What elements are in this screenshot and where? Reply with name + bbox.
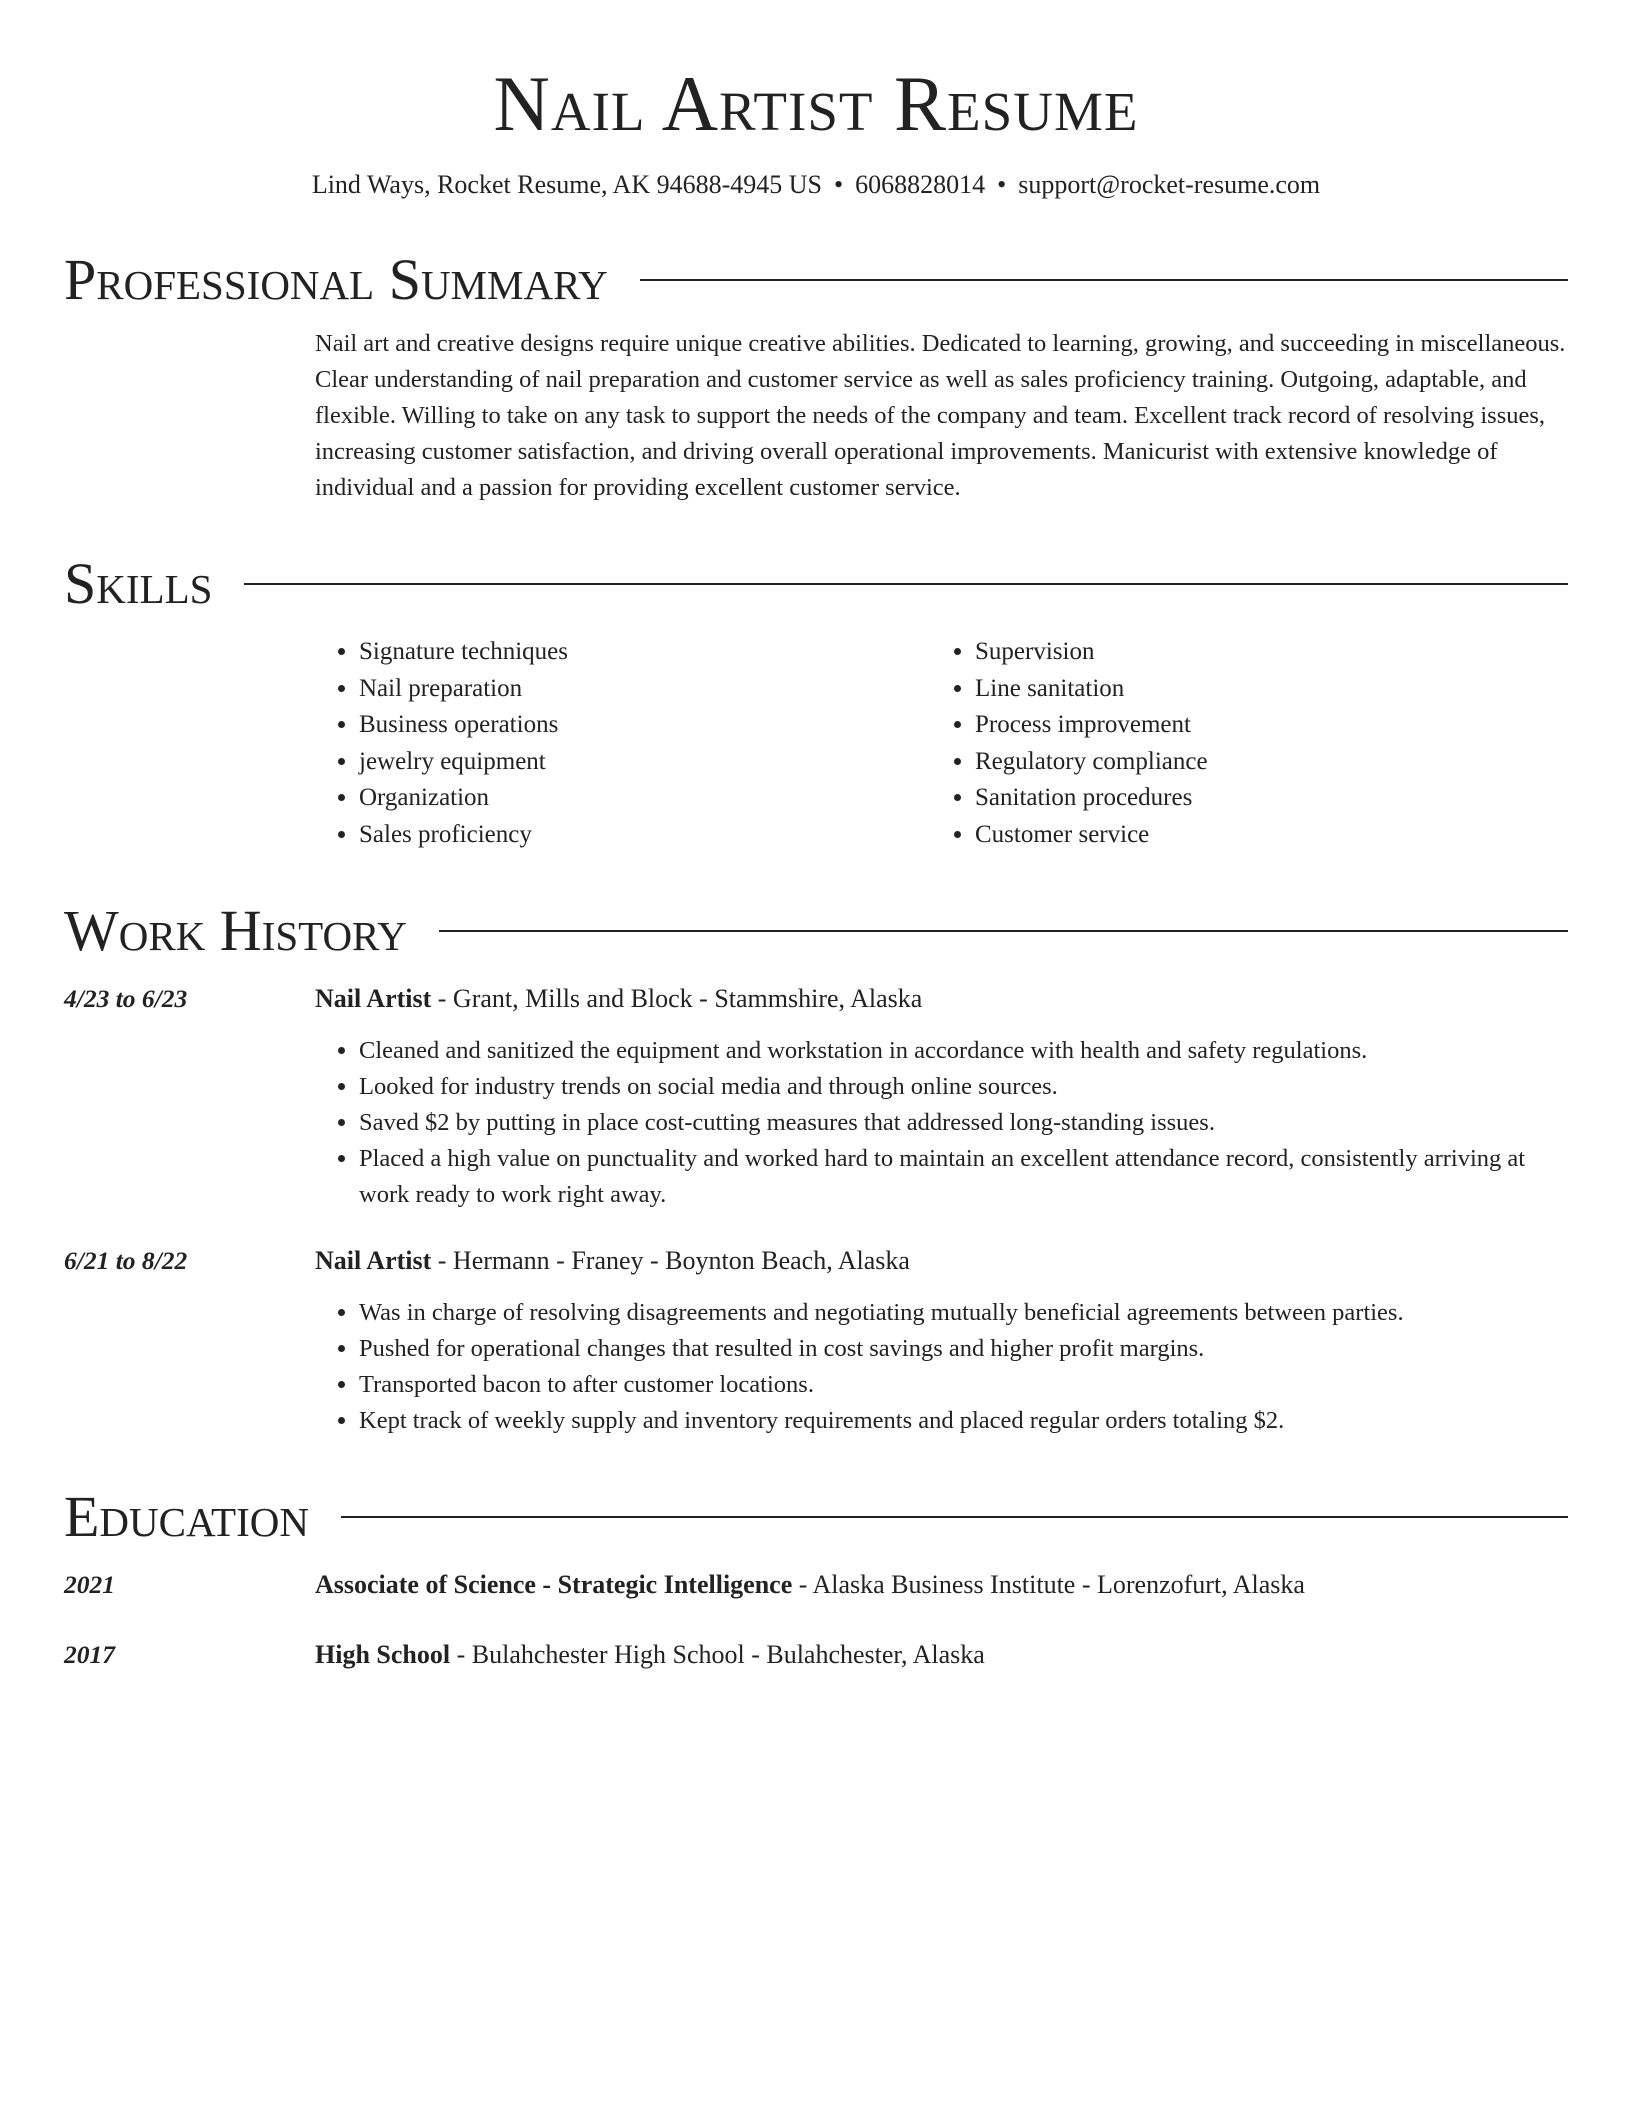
skill-item: • Line sanitation — [975, 671, 1547, 708]
education-degree: Associate of Science - Strategic Intelligence — [315, 1570, 793, 1599]
section-divider — [439, 930, 1568, 932]
contact-separator: • — [834, 170, 844, 199]
job-bullet: • Placed a high value on punctuality and worked hard to maintain an excellent attendance record, consistently arriving at work ready to work right away. — [359, 1141, 1568, 1213]
skill-item: • Customer service — [975, 817, 1547, 854]
job-header — [315, 981, 1568, 1213]
job-entry — [64, 1243, 1568, 1439]
contact-separator: • — [997, 170, 1007, 199]
education-details — [315, 1567, 1568, 1603]
skill-item: • Nail preparation — [359, 671, 931, 708]
skills-section-header — [64, 552, 1568, 616]
job-row — [64, 981, 1568, 1213]
section-divider — [244, 583, 1568, 585]
section-divider — [341, 1516, 1568, 1518]
work-heading: Work History — [64, 898, 407, 963]
page-title: Nail Artist Resume — [493, 60, 1139, 147]
education-degree: High School — [315, 1640, 451, 1669]
skill-item: • Business operations — [359, 707, 931, 744]
job-date: 6/21 to 8/22 — [64, 1246, 188, 1275]
education-entry — [64, 1637, 1568, 1673]
job-bullets — [315, 1295, 1568, 1439]
education-school: - Bulahchester High School - Bulahchester, Alaska — [450, 1640, 985, 1669]
skill-item: • Signature techniques — [359, 634, 931, 671]
skills-heading: Skills — [64, 551, 213, 616]
job-title: Nail Artist — [315, 984, 432, 1013]
job-bullet: • Transported bacon to after customer locations. — [359, 1367, 1568, 1403]
job-date: 4/23 to 6/23 — [64, 984, 188, 1013]
job-bullet: • Saved $2 by putting in place cost-cutting measures that addressed long-standing issues. — [359, 1105, 1568, 1141]
job-details: - Grant, Mills and Block - Stammshire, Alaska — [431, 984, 923, 1013]
contact-phone: 6068828014 — [855, 170, 986, 199]
skills-column-left — [315, 634, 931, 853]
skills-list — [315, 634, 1568, 853]
job-bullet: • Was in charge of resolving disagreements and negotiating mutually beneficial agreements between parties. — [359, 1295, 1568, 1331]
summary-section-header — [64, 248, 1568, 312]
job-title: Nail Artist — [315, 1246, 432, 1275]
education-year: 2021 — [64, 1570, 115, 1599]
job-row — [64, 1243, 1568, 1439]
contact-address: Lind Ways, Rocket Resume, AK 94688-4945 US — [311, 170, 823, 199]
job-bullet: • Cleaned and sanitized the equipment and workstation in accordance with health and safety regulations. — [359, 1033, 1568, 1069]
education-year: 2017 — [64, 1640, 115, 1669]
education-row — [64, 1567, 1568, 1603]
job-entry — [64, 981, 1568, 1213]
education-school: - Alaska Business Institute - Lorenzofurt, Alaska — [792, 1570, 1305, 1599]
contact-email[interactable]: support@rocket-resume.com — [1018, 170, 1321, 199]
job-bullets — [315, 1033, 1568, 1213]
skills-column-right — [931, 634, 1547, 853]
education-entry — [64, 1567, 1568, 1603]
skill-item: • Organization — [359, 780, 931, 817]
job-bullet: • Pushed for operational changes that resulted in cost savings and higher profit margins. — [359, 1331, 1568, 1367]
job-details: - Hermann - Franey - Boynton Beach, Alaska — [431, 1246, 910, 1275]
education-details — [315, 1637, 1568, 1673]
skill-item: • jewelry equipment — [359, 744, 931, 781]
education-section-header — [64, 1485, 1568, 1549]
skill-item: • Supervision — [975, 634, 1547, 671]
skill-item: • Process improvement — [975, 707, 1547, 744]
job-bullet: • Looked for industry trends on social media and through online sources. — [359, 1069, 1568, 1105]
education-heading: Education — [64, 1484, 309, 1549]
education-row — [64, 1637, 1568, 1673]
skill-item: • Sales proficiency — [359, 817, 931, 854]
summary-text: Nail art and creative designs require unique creative abilities. Dedicated to learning, growing, and succeeding in miscellaneous. Clear understanding of nail preparation and customer service as well as sales proficiency training. Outgoing, adaptable, and flexible. Willing to take on any task to support the needs of the company and team. Excellent track record of resolving issues, increasing customer satisfaction, and driving overall operational improvements. Manicurist with extensive knowledge of individual and a passion for providing excellent customer service. — [315, 330, 1566, 501]
skill-item: • Regulatory compliance — [975, 744, 1547, 781]
summary-heading: Professional Summary — [64, 247, 608, 312]
job-header — [315, 1243, 1568, 1439]
contact-line — [64, 168, 1568, 202]
job-bullet: • Kept track of weekly supply and inventory requirements and placed regular orders totaling $2. — [359, 1403, 1568, 1439]
work-section-header — [64, 899, 1568, 963]
skill-item: • Sanitation procedures — [975, 780, 1547, 817]
section-divider — [640, 279, 1568, 281]
